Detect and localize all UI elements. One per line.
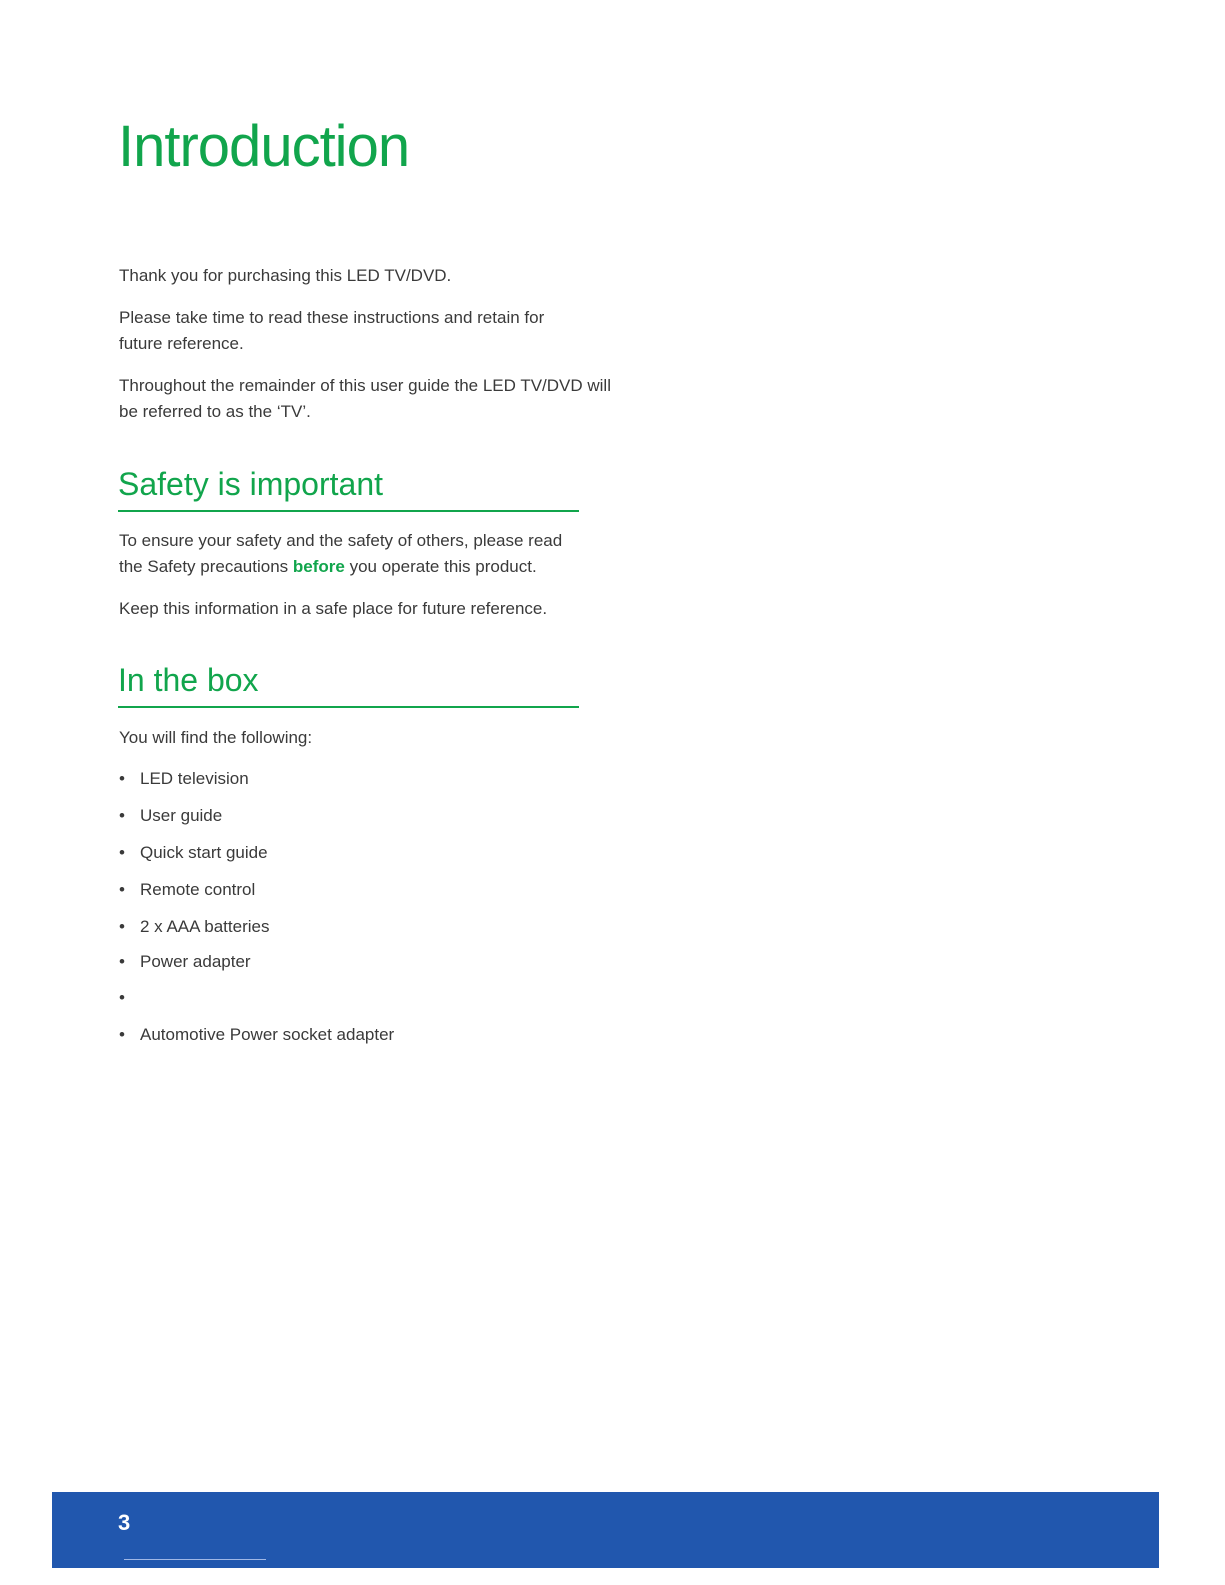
bullet-icon: • [119,988,125,1007]
list-item [119,949,394,975]
list-item-label: Quick start guide [140,843,268,862]
list-item-label: User guide [140,806,223,825]
bullet-icon: • [119,917,125,936]
safety-heading: Safety is important [118,464,579,512]
safety-paragraph-precautions [119,528,589,580]
bullet-icon: • [119,806,125,825]
list-item [119,840,394,866]
list-item [119,985,394,1011]
list-item-label: LED television [140,769,249,788]
list-item-label: Automotive Power socket adapter [140,1025,395,1044]
safety-text-tail: you operate this product. [344,557,537,576]
list-item [119,877,394,903]
list-item-label: 2 x AAA batteries [140,917,270,936]
footer-underline [124,1559,266,1560]
in-the-box-list [119,766,394,1048]
list-item [119,1022,394,1048]
intro-paragraph-thanks: Thank you for purchasing this LED TV/DVD. [119,266,452,285]
in-the-box-heading: In the box [118,660,579,708]
list-item [119,766,394,792]
list-item [119,803,394,829]
safety-text-lead: To ensure your safety and the safety of others, please read the Safety precautions [119,531,563,576]
bullet-icon: • [119,843,125,862]
intro-paragraph-read-instructions: Please take time to read these instructions and retain for future reference. [119,308,545,353]
list-item [119,914,394,940]
bullet-icon: • [119,880,125,899]
list-item-label: Power adapter [140,952,251,971]
safety-text-before-emphasis: before [292,557,345,576]
intro-paragraph-referred: Throughout the remainder of this user guide the LED TV/DVD will be referred to as the ‘TV’. [119,376,611,421]
bullet-icon: • [119,952,125,971]
page-title: Introduction [118,114,410,179]
page-number: 3 [118,1510,131,1535]
list-item-label: Remote control [140,880,256,899]
bullet-icon: • [119,1025,125,1044]
footer-bar [52,1492,1159,1568]
bullet-icon: • [119,769,125,788]
safety-paragraph-keep-info: Keep this information in a safe place for future reference. [119,599,548,618]
in-the-box-intro: You will find the following: [119,728,313,747]
